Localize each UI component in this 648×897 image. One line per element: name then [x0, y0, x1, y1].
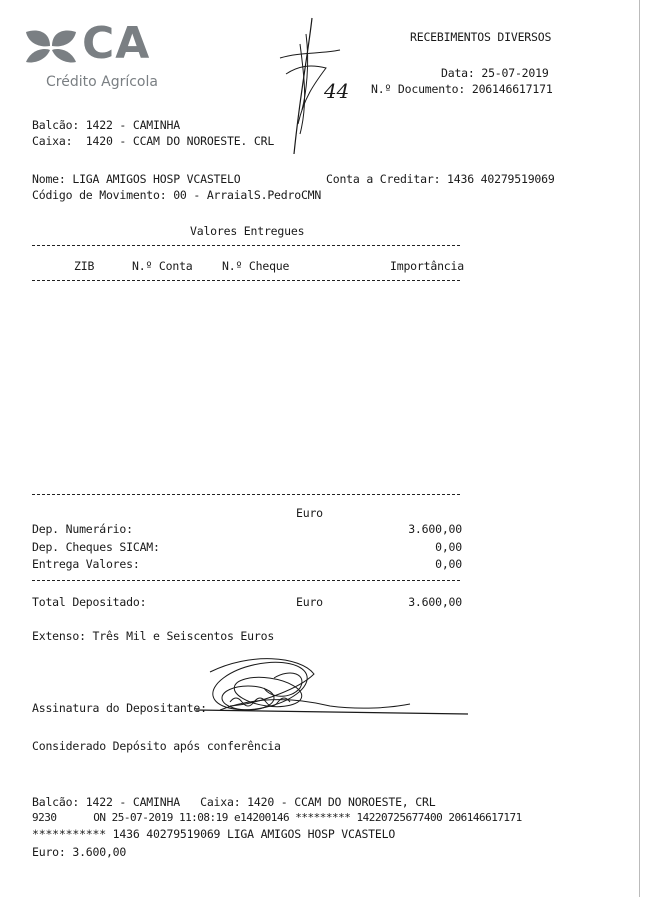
totals-value: 0,00 [435, 557, 462, 571]
client-name: Nome: LIGA AMIGOS HOSP VCASTELO [32, 172, 241, 186]
signature-icon [190, 648, 480, 728]
deposit-note: Considerado Depósito após conferência [32, 739, 281, 753]
leaf-logo-icon [24, 26, 78, 66]
branch-caixa: Caixa: 1420 - CCAM DO NOROESTE. CRL [32, 134, 275, 148]
total-deposited-value: 3.600,00 [408, 595, 462, 609]
column-header-amount: Importância [390, 259, 464, 273]
signature-label: Assinatura do Depositante: [32, 701, 207, 715]
values-section-title: Valores Entregues [190, 224, 305, 238]
logo-name: Crédito Agrícola [46, 74, 158, 90]
column-header-zib: ZIB [74, 259, 95, 273]
branch-balcao: Balcão: 1422 - CAMINHA [32, 118, 180, 132]
divider [32, 280, 460, 281]
column-header-account: N.º Conta [132, 259, 193, 273]
document-type: RECEBIMENTOS DIVERSOS [410, 30, 552, 44]
divider [32, 245, 460, 246]
totals-label: Dep. Numerário: [32, 522, 133, 536]
page-edge [639, 0, 640, 897]
footer-amount-line: Euro: 3.600,00 [32, 845, 127, 859]
total-currency: Euro [296, 595, 323, 609]
divider [32, 580, 460, 581]
document-date: Data: 25-07-2019 [441, 66, 549, 80]
credit-account: Conta a Creditar: 1436 40279519069 [326, 172, 555, 186]
totals-label: Entrega Valores: [32, 557, 140, 571]
total-deposited-label: Total Depositado: [32, 595, 147, 609]
document-number: N.º Documento: 206146617171 [371, 82, 553, 96]
movement-code: Código de Movimento: 00 - ArraialS.PedroCMN [32, 188, 322, 202]
footer-transaction-line: 9230 ON 25-07-2019 11:08:19 e14200146 ********* 14220725677400 206146617171 [32, 811, 522, 824]
footer-branch-line: Balcão: 1422 - CAMINHA Caixa: 1420 - CCAM DO NOROESTE, CRL [32, 795, 436, 809]
amount-in-words: Extenso: Três Mil e Seiscentos Euros [32, 629, 275, 643]
logo-symbol: CA [82, 18, 151, 69]
handwritten-mark: 44 [324, 79, 350, 103]
totals-value: 0,00 [435, 540, 462, 554]
totals-label: Dep. Cheques SICAM: [32, 540, 160, 554]
column-header-cheque: N.º Cheque [222, 259, 290, 273]
currency-header: Euro [296, 506, 323, 520]
totals-value: 3.600,00 [408, 522, 462, 536]
divider [32, 494, 460, 495]
footer-account-line: *********** 1436 40279519069 LIGA AMIGOS HOSP VCASTELO [32, 827, 396, 841]
